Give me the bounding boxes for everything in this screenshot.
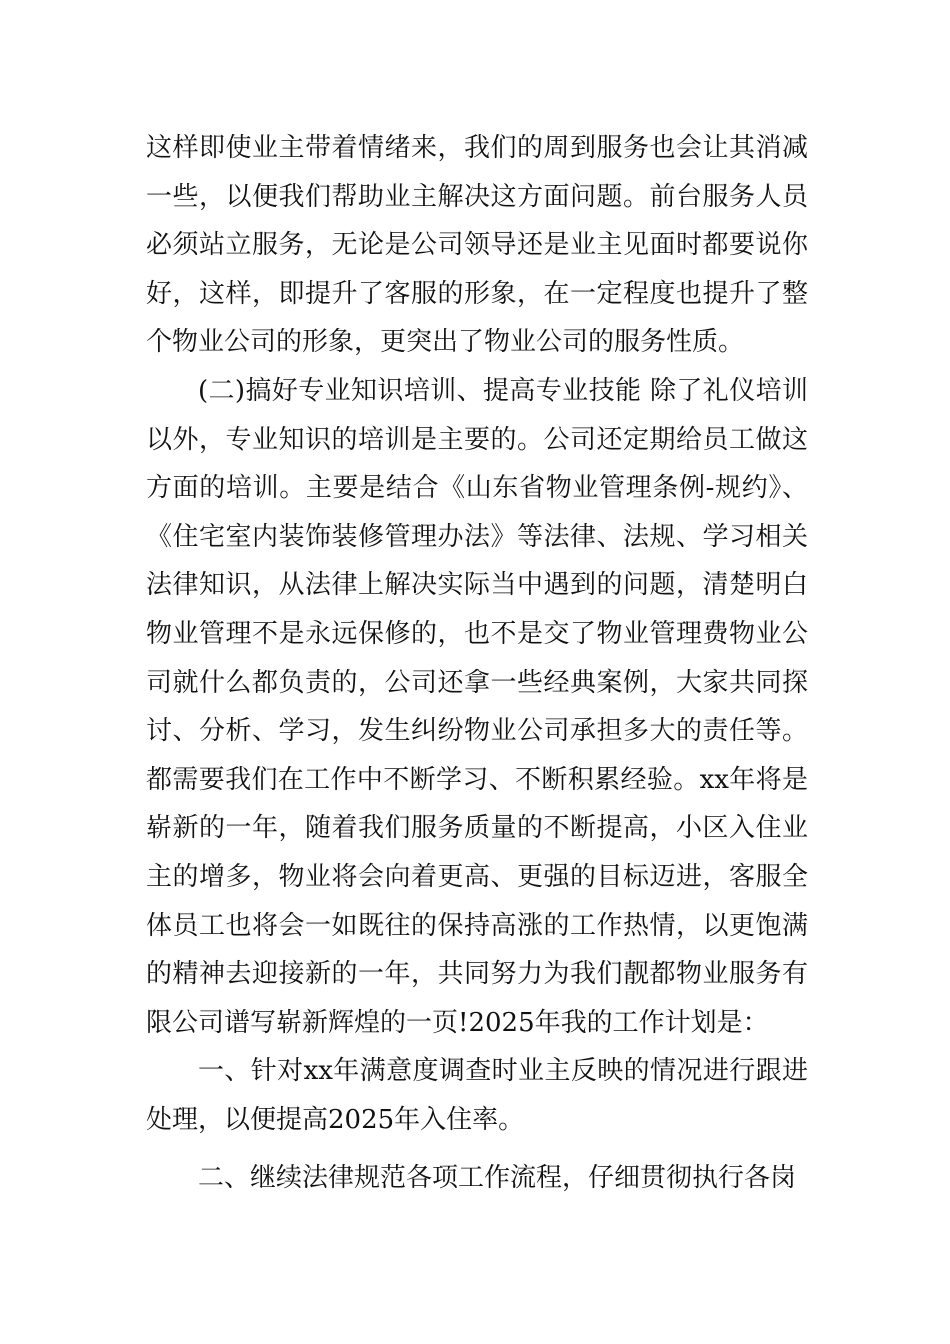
- paragraph-plan-item-2: 二、继续法律规范各项工作流程，仔细贯彻执行各岗: [198, 1163, 797, 1194]
- paragraph-continuation: 这样即使业主带着情绪来，我们的周到服务也会让其消减一些，以便我们帮助业主解决这方面问题。前台服务人员必须站立服务，无论是公司领导还是业主见面时都要说你好，这样，即提升了客服的形象，在一定程度也提升了整个物业公司的形象，更突出了物业公司的服务性质。: [146, 133, 808, 358]
- document-body: [146, 124, 808, 1203]
- paragraph-professional-training: (二)搞好专业知识培训、提高专业技能 除了礼仪培训以外，专业知识的培训是主要的。公司还定期给员工做这方面的培训。主要是结合《山东省物业管理条例-规约》、《住宅室内装饰装修管理办法》等法律、法规、学习相关法律知识，从法律上解决实际当中遇到的问题，清楚明白物业管理不是永远保修的，也不是交了物业管理费物业公司就什么都负责的，公司还拿一些经典案例，大家共同探讨、分析、学习，发生纠纷物业公司承担多大的责任等。都需要我们在工作中不断学习、不断积累经验。xx年将是崭新的一年，随着我们服务质量的不断提高，小区入住业主的增多，物业将会向着更高、更强的目标迈进，客服全体员工也将会一如既往的保持高涨的工作热情，以更饱满的精神去迎接新的一年，共同努力为我们靓都物业服务有限公司谱写崭新辉煌的一页!2025年我的工作计划是：: [146, 375, 808, 1038]
- paragraph-plan-item-1: 一、针对xx年满意度调查时业主反映的情况进行跟进处理，以便提高2025年入住率。: [146, 1056, 808, 1135]
